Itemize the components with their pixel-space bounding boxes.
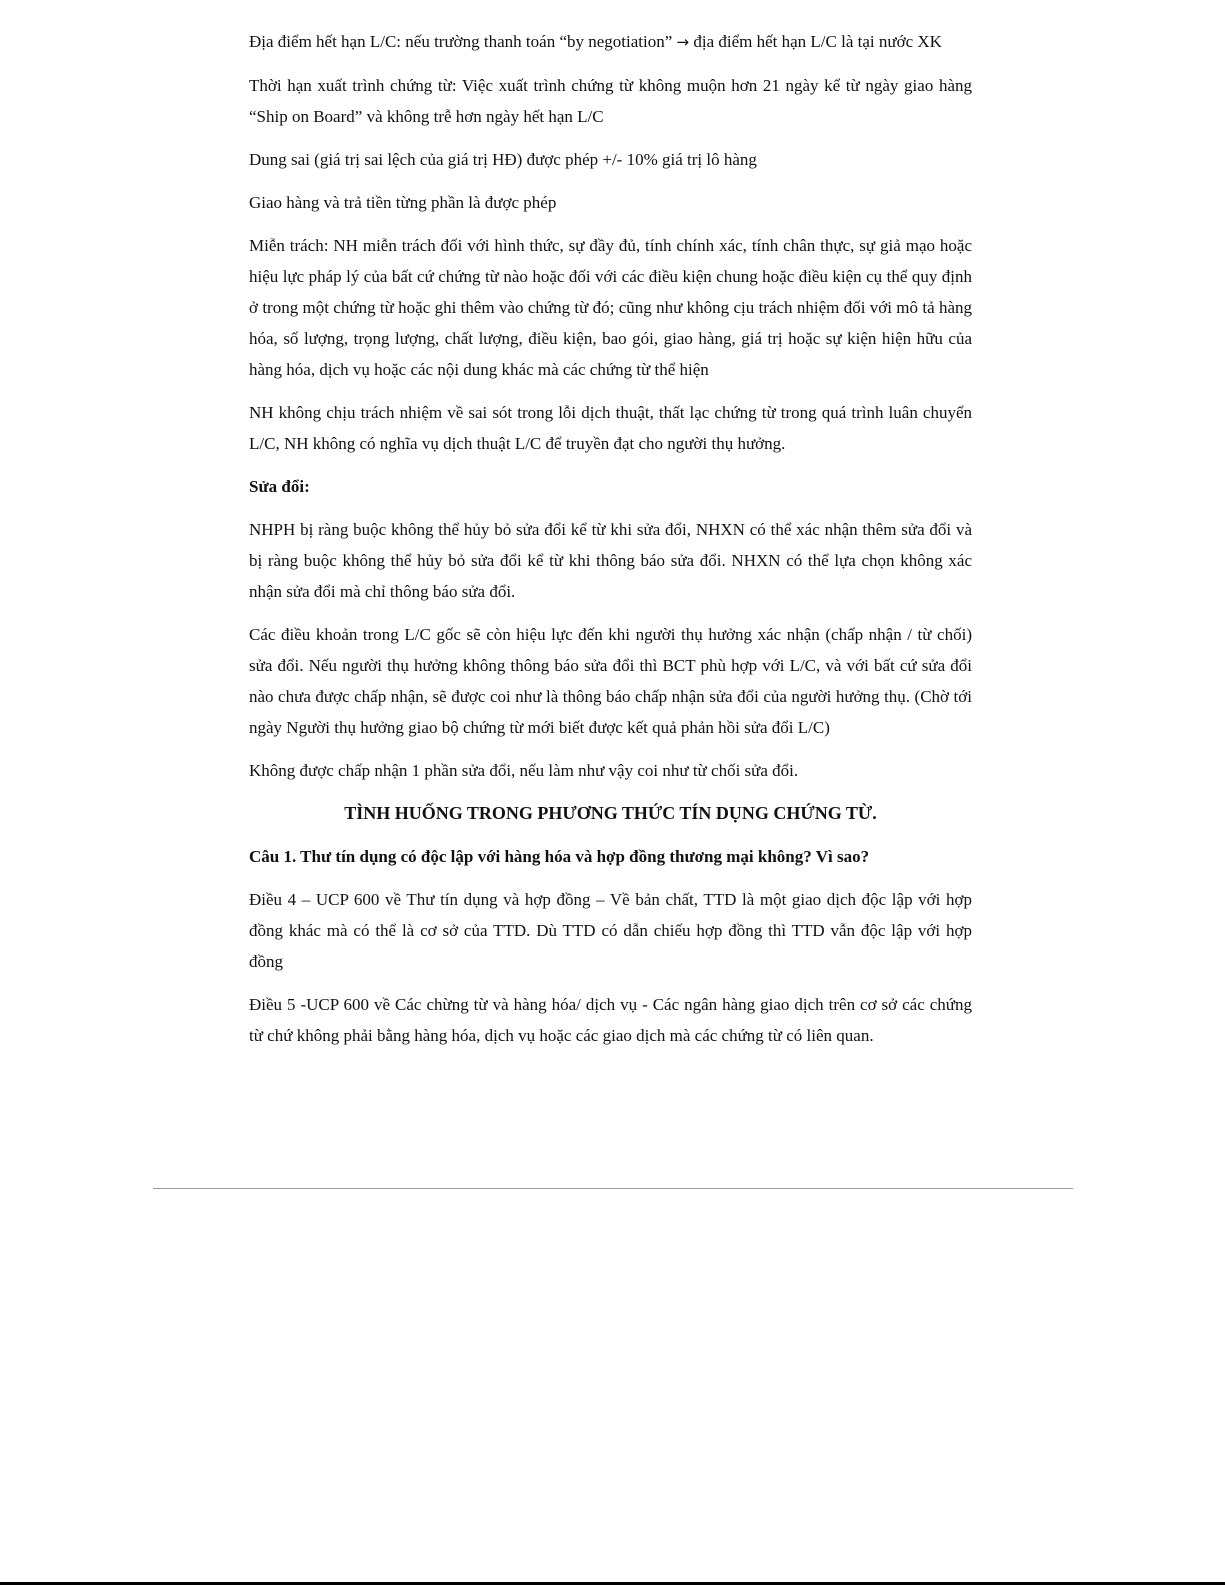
paragraph-text: địa điểm hết hạn L/C là tại nước XK (689, 32, 942, 51)
paragraph-disclaimer: Miễn trách: NH miễn trách đối với hình thức, sự đầy đủ, tính chính xác, tính chân thực, sự giả mạo hoặc hiệu lực pháp lý của bất cứ chứng từ nào hoặc đối với các điều kiện chung hoặc điều kiện cụ thể quy định ở trong một chứng từ hoặc ghi thêm vào chứng từ đó; cũng như không cịu trách nhiệm đối với mô tả hàng hóa, số lượng, trọng lượng, chất lượng, điều kiện, bao gói, giao hàng, giá trị hoặc sự kiện hiện hữu của hàng hóa, dịch vụ hoặc các nội dung khác mà các chứng từ thể hiện (249, 236, 972, 379)
paragraph-expiry-place (249, 26, 972, 58)
page-divider (153, 1188, 1073, 1189)
heading-amendment: Sửa đổi: (249, 477, 310, 496)
paragraph-article-4: Điều 4 – UCP 600 về Thư tín dụng và hợp đồng – Về bản chất, TTD là một giao dịch độc lập với hợp đồng khác mà có thể là cơ sở của TTD. Dù TTD có dẫn chiếu hợp đồng thì TTD vẫn độc lập với hợp đồng (249, 890, 972, 971)
paragraph-text: Địa điểm hết hạn L/C: nếu trường thanh toán “by negotiation” (249, 32, 677, 51)
paragraph-translation-disclaimer: NH không chịu trách nhiệm về sai sót trong lỗi dịch thuật, thất lạc chứng từ trong quá trình luân chuyển L/C, NH không có nghĩa vụ dịch thuật L/C để truyền đạt cho người thụ hưởng. (249, 403, 972, 453)
paragraph-tolerance: Dung sai (giá trị sai lệch của giá trị HĐ) được phép +/- 10% giá trị lô hàng (249, 150, 757, 169)
question-heading: Câu 1. Thư tín dụng có độc lập với hàng hóa và hợp đồng thương mại không? Vì sao? (249, 847, 870, 866)
paragraph-partial-amendment: Không được chấp nhận 1 phần sửa đổi, nếu làm như vậy coi như từ chối sửa đổi. (249, 761, 799, 780)
arrow-right-icon: → (676, 33, 690, 51)
section-title: TÌNH HUỐNG TRONG PHƯƠNG THỨC TÍN DỤNG CHỨNG TỪ. (344, 803, 877, 823)
paragraph-presentation-period: Thời hạn xuất trình chứng từ: Việc xuất trình chứng từ không muộn hơn 21 ngày kể từ ngày giao hàng “Ship on Board” và không trễ hơn ngày hết hạn L/C (249, 76, 972, 126)
paragraph-amendment-terms: Các điều khoản trong L/C gốc sẽ còn hiệu lực đến khi người thụ hưởng xác nhận (chấp nhận / từ chối) sửa đổi. Nếu người thụ hưởng không thông báo sửa đổi thì BCT phù hợp với L/C, và với bất cứ sửa đổi nào chưa được chấp nhận, sẽ được coi như là thông báo chấp nhận sửa đổi của người hưởng thụ. (Chờ tới ngày Người thụ hưởng giao bộ chứng từ mới biết được kết quả phản hồi sửa đổi L/C) (249, 625, 972, 737)
paragraph-article-5: Điều 5 -UCP 600 về Các chừng từ và hàng hóa/ dịch vụ - Các ngân hàng giao dịch trên cơ sở các chứng từ chứ không phải bằng hàng hóa, dịch vụ hoặc các giao dịch mà các chứng từ có liên quan. (249, 995, 972, 1045)
document-page (249, 26, 972, 1063)
paragraph-partial-shipment: Giao hàng và trả tiền từng phần là được phép (249, 193, 557, 212)
paragraph-amendment-binding: NHPH bị ràng buộc không thể hủy bỏ sửa đổi kể từ khi sửa đổi, NHXN có thể xác nhận thêm sửa đổi và bị ràng buộc không thể hủy bỏ sửa đổi kể từ khi thông báo sửa đổi. NHXN có thể lựa chọn không xác nhận sửa đổi mà chỉ thông báo sửa đổi. (249, 520, 972, 601)
